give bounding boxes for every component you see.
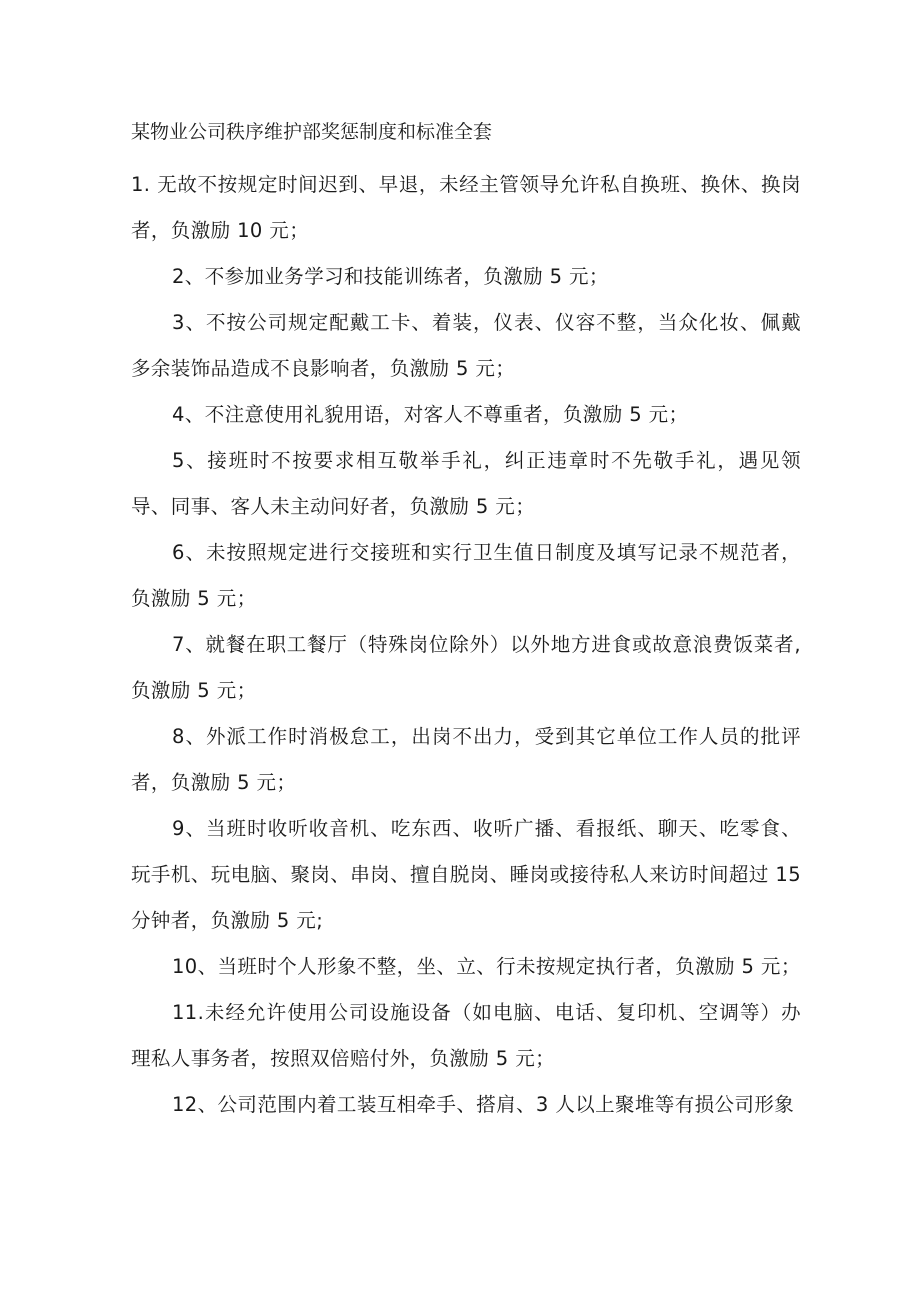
rule-paragraph-1: 1. 无故不按规定时间迟到、早退，未经主管领导允许私自换班、换休、换岗者，负激励 10 元； bbox=[131, 173, 801, 242]
document-title: 某物业公司秩序维护部奖惩制度和标准全套 bbox=[131, 121, 493, 143]
rule-paragraph-6: 6、未按照规定进行交接班和实行卫生值日制度及填写记录不规范者，负激励 5 元； bbox=[131, 541, 801, 610]
rule-paragraph-5: 5、接班时不按要求相互敬举手礼，纠正违章时不先敬手礼，遇见领导、同事、客人未主动问好者，负激励 5 元； bbox=[131, 449, 801, 518]
rule-paragraph-10: 10、当班时个人形象不整，坐、立、行未按规定执行者，负激励 5 元； bbox=[172, 955, 801, 978]
rule-paragraph-7: 7、就餐在职工餐厅（特殊岗位除外）以外地方进食或故意浪费饭菜者,负激励 5 元； bbox=[131, 633, 801, 702]
rule-paragraph-11: 11.未经允许使用公司设施设备（如电脑、电话、复印机、空调等）办理私人事务者，按照双倍赔付外，负激励 5 元； bbox=[131, 1001, 801, 1070]
rule-paragraph-2: 2、不参加业务学习和技能训练者，负激励 5 元； bbox=[172, 265, 609, 288]
rule-paragraph-3: 3、不按公司规定配戴工卡、着装，仪表、仪容不整，当众化妆、佩戴多余装饰品造成不良影响者，负激励 5 元； bbox=[131, 311, 801, 380]
rule-paragraph-12: 12、公司范围内着工装互相牵手、搭肩、3 人以上聚堆等有损公司形象 bbox=[172, 1093, 795, 1116]
document-body bbox=[131, 116, 801, 1128]
rule-paragraph-4: 4、不注意使用礼貌用语，对客人不尊重者，负激励 5 元； bbox=[172, 403, 689, 426]
rule-paragraph-9: 9、当班时收听收音机、吃东西、收听广播、看报纸、聊天、吃零食、玩手机、玩电脑、聚岗、串岗、擅自脱岗、睡岗或接待私人来访时间超过 15 分钟者，负激励 5 元; bbox=[131, 817, 801, 932]
rule-paragraph-8: 8、外派工作时消极怠工，出岗不出力，受到其它单位工作人员的批评者，负激励 5 元； bbox=[131, 725, 801, 794]
